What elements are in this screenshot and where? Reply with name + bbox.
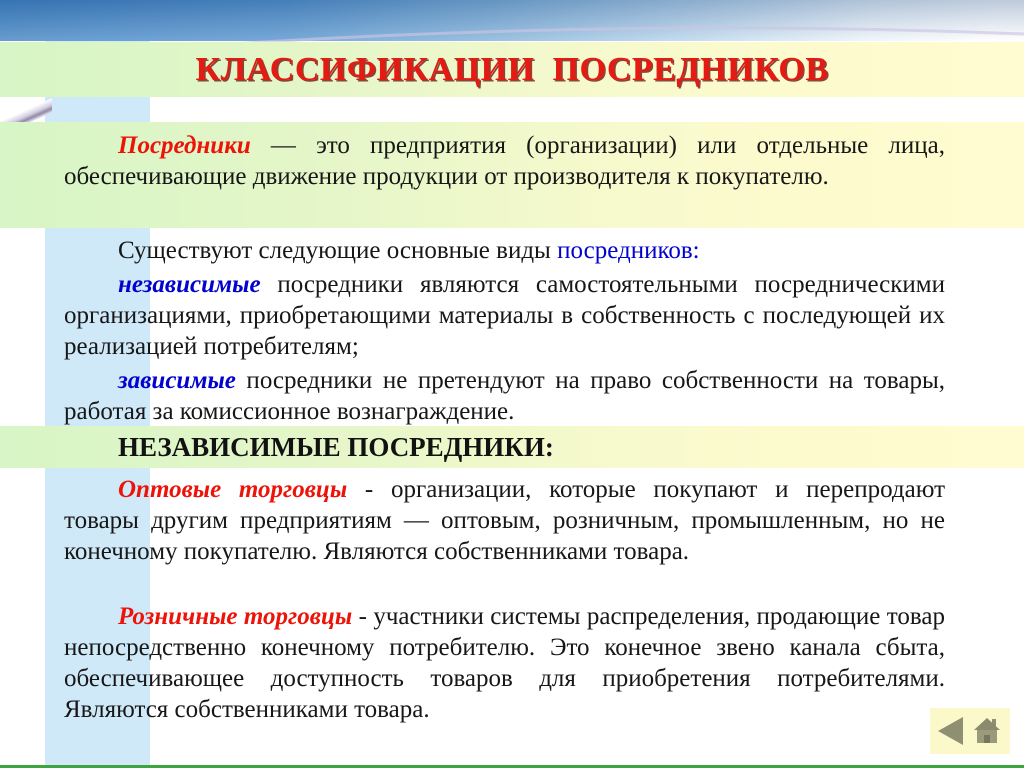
section-heading-band <box>0 426 1024 468</box>
independent-text: посредники являются самостоятельными посредническими организациями, приобретающими материалы в собственность с последующей их реализацией потребителям; <box>64 271 945 360</box>
retailers-text: - участники системы распределения, продающие товар непосредственно конечному потребителю. Это конечное звено канала сбыта, обеспечивающее доступность товаров для приобретения потребителями. Являются собственниками товара. <box>64 603 945 723</box>
retailers-row <box>64 601 945 725</box>
intro-term: Посредники <box>118 132 251 159</box>
wholesalers-term: Оптовые торговцы <box>118 476 348 503</box>
intro-paragraph <box>64 130 945 192</box>
retailers-term: Розничные торговцы <box>118 603 353 630</box>
independent-paragraph <box>64 269 945 362</box>
types-text: Существуют следующие основные виды <box>118 237 558 264</box>
types-line-row <box>64 235 945 266</box>
home-icon[interactable] <box>972 716 1002 746</box>
wholesalers-row <box>64 474 945 567</box>
slide-navigation <box>930 708 1010 754</box>
title-band <box>0 42 1024 97</box>
dependent-paragraph <box>64 365 945 427</box>
page-title: КЛАССИФИКАЦИИ ПОСРЕДНИКОВ <box>195 50 829 88</box>
back-arrow-icon[interactable] <box>938 717 963 745</box>
intro-text: — это предприятия (организации) или отдельные лица, обеспечивающие движение продукции от производителя к покупателю. <box>64 132 945 190</box>
independent-def-row <box>64 269 945 362</box>
wholesalers-text: - организации, которые покупают и перепродают товары другим предприятиям — оптовым, розничным, промышленным, но не конечному покупателю. Являются собственниками товара. <box>64 476 945 565</box>
decorative-swoosh <box>0 0 1024 46</box>
types-highlight: посредников: <box>557 237 700 264</box>
dependent-def-row <box>64 365 945 427</box>
dependent-term: зависимые <box>118 367 236 394</box>
types-paragraph <box>64 235 945 266</box>
section-heading: НЕЗАВИСИМЫЕ ПОСРЕДНИКИ: <box>118 431 554 462</box>
intro-band <box>0 122 1024 228</box>
wholesalers-paragraph <box>64 474 945 567</box>
independent-term: независимые <box>118 271 261 298</box>
dependent-text: посредники не претендуют на право собственности на товары, работая за комиссионное вознаграждение. <box>64 367 945 425</box>
retailers-paragraph <box>64 601 945 725</box>
